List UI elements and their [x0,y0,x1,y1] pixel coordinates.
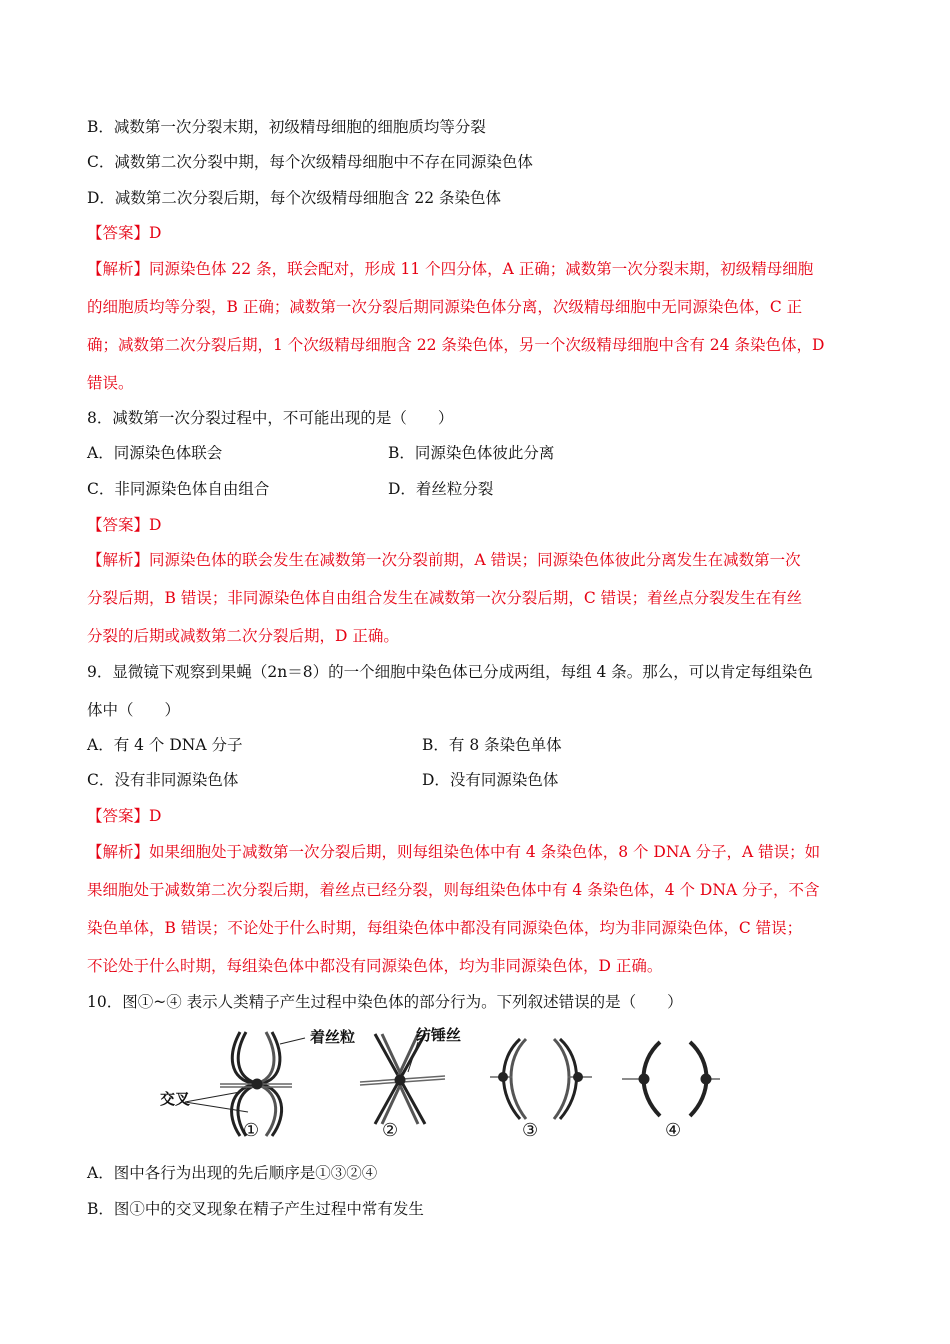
q9-stem-line: 9．显微镜下观察到果蝇（2n＝8）的一个细胞中染色体已分成两组，每组 4 条。那么，可以肯定每组染色 [87,663,813,681]
q8-analysis-line: 分裂的后期或减数第二次分裂后期，D 正确。 [87,627,399,645]
chromosome-figure-svg [160,1024,720,1144]
q9-analysis-line: 【解析】如果细胞处于减数第一次分裂后期，则每组染色体中有 4 条染色体，8 个 DNA 分子，A 错误；如 [87,843,821,861]
q9-stem-line: 体中（ ） [87,701,181,719]
q8-option-d: D．着丝粒分裂 [388,480,494,498]
chromosome-behavior-figure [160,1024,720,1144]
q7-analysis-line: 确；减数第二次分裂后期，1 个次级精母细胞含 22 条染色体，另一个次级精母细胞中含有 24 条染色体，D [87,336,825,354]
panel-4-label: ④ [665,1120,682,1141]
panel-3-label: ③ [522,1120,539,1141]
q8-analysis-line: 【解析】同源染色体的联会发生在减数第一次分裂前期，A 错误；同源染色体彼此分离发生在减数第一次 [87,551,801,569]
q8-analysis-line: 分裂后期，B 错误；非同源染色体自由组合发生在减数第一次分裂后期，C 错误；着丝点分裂发生在有丝 [87,589,803,607]
q8-answer: 【答案】D [87,516,162,534]
q9-answer: 【答案】D [87,807,162,825]
q9-option-a: A．有 4 个 DNA 分子 [87,736,243,754]
q9-analysis-line: 果细胞处于减数第二次分裂后期，着丝点已经分裂，则每组染色体中有 4 条染色体，4 个 DNA 分子，不含 [87,881,820,899]
q7-answer: 【答案】D [87,224,162,242]
q7-option-b: B．减数第一次分裂末期，初级精母细胞的细胞质均等分裂 [87,118,486,136]
q10-stem: 10．图①~④ 表示人类精子产生过程中染色体的部分行为。下列叙述错误的是（ ） [87,993,683,1011]
q9-analysis-line: 不论处于什么时期，每组染色体中都没有同源染色体，均为非同源染色体，D 正确。 [87,957,663,975]
panel-2-diagram [360,1034,445,1124]
q9-analysis-line: 染色单体，B 错误；不论处于什么时期，每组染色体中都没有同源染色体，均为非同源染色体，C 错误； [87,919,803,937]
q9-option-d: D．没有同源染色体 [422,771,559,789]
label-centromere: 着丝粒 [310,1028,356,1046]
q8-option-b: B．同源染色体彼此分离 [388,444,555,462]
q10-option-b: B．图①中的交叉现象在精子产生过程中常有发生 [87,1200,424,1218]
q8-stem: 8．减数第一次分裂过程中，不可能出现的是（ ） [87,409,454,427]
q7-analysis-line: 错误。 [87,374,134,392]
label-crossover: 交叉 [160,1090,191,1108]
q7-option-d: D．减数第二次分裂后期，每个次级精母细胞含 22 条染色体 [87,189,502,207]
q9-option-c: C．没有非同源染色体 [87,771,239,789]
q7-analysis-line: 的细胞质均等分裂，B 正确；减数第一次分裂后期同源染色体分离，次级精母细胞中无同源染色体，C 正 [87,298,803,316]
panel-1-label: ① [243,1120,260,1141]
panel-3-diagram [490,1039,592,1119]
q8-option-a: A．同源染色体联会 [87,444,223,462]
q9-option-b: B．有 8 条染色单体 [422,736,562,754]
label-spindle: 纺锤丝 [416,1026,462,1044]
panel-4-diagram [622,1042,720,1116]
q10-option-a: A．图中各行为出现的先后顺序是①③②④ [87,1164,378,1182]
q8-option-c: C．非同源染色体自由组合 [87,480,270,498]
q7-option-c: C．减数第二次分裂中期，每个次级精母细胞中不存在同源染色体 [87,153,533,171]
panel-2-label: ② [382,1120,399,1141]
q7-analysis-line: 【解析】同源染色体 22 条，联会配对，形成 11 个四分体，A 正确；减数第一次分裂末期，初级精母细胞 [87,260,814,278]
